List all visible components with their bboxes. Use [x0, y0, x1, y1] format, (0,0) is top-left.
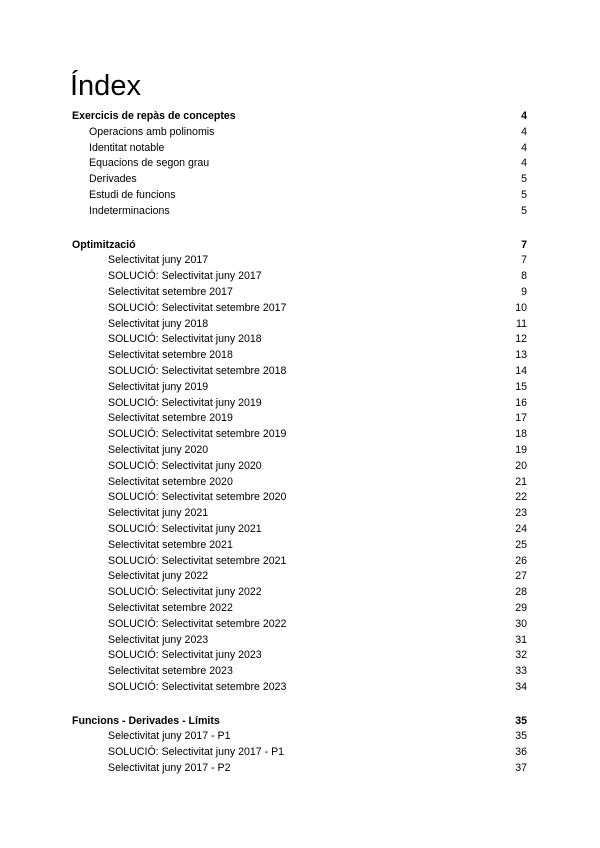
toc-entry[interactable] — [72, 396, 528, 412]
toc-entry[interactable] — [72, 601, 528, 617]
toc-entry-page-number: 27 — [515, 570, 527, 583]
toc-entry-page-number: 21 — [515, 475, 527, 488]
toc-entry-page-number: 9 — [521, 285, 527, 298]
toc-entry-page-number: 24 — [515, 522, 527, 535]
toc-entry-page-number: 4 — [521, 125, 527, 138]
toc-entry-label: SOLUCIÓ: Selectivitat juny 2017 - P1 — [108, 746, 285, 759]
toc-entry[interactable] — [72, 285, 528, 301]
toc-entry[interactable] — [72, 172, 528, 188]
toc-entry[interactable] — [72, 475, 528, 491]
toc-entry-page-number: 26 — [515, 554, 527, 567]
toc-entry-page-number: 5 — [521, 204, 527, 217]
toc-entry-label: SOLUCIÓ: Selectivitat juny 2018 — [108, 333, 262, 346]
toc-entry-label: Selectivitat juny 2019 — [108, 380, 209, 393]
toc-entry-label: SOLUCIÓ: Selectivitat juny 2022 — [108, 586, 262, 599]
toc-entry-page-number: 33 — [515, 665, 527, 678]
toc-entry[interactable] — [72, 253, 528, 269]
toc-entry-label: Selectivitat setembre 2020 — [108, 475, 233, 488]
toc-heading-page-number: 35 — [515, 714, 527, 727]
toc-entry[interactable] — [72, 554, 528, 570]
toc-entry-page-number: 19 — [515, 443, 527, 456]
toc-entry-page-number: 4 — [521, 141, 527, 154]
toc-entry-label: Selectivitat juny 2017 - P2 — [108, 762, 231, 775]
toc-entry-label: SOLUCIÓ: Selectivitat juny 2020 — [108, 459, 262, 472]
toc-entry-label: Derivades — [89, 173, 137, 186]
toc-entry-page-number: 23 — [515, 507, 527, 520]
toc-entry[interactable] — [72, 633, 528, 649]
toc-entry[interactable] — [72, 188, 528, 204]
toc-entry-label: SOLUCIÓ: Selectivitat setembre 2023 — [108, 680, 287, 693]
toc-entry-page-number: 4 — [521, 157, 527, 170]
toc-entry-label: Selectivitat juny 2022 — [108, 570, 209, 583]
toc-entry-label: Selectivitat setembre 2022 — [108, 601, 233, 614]
toc-entry-label: SOLUCIÓ: Selectivitat setembre 2017 — [108, 301, 287, 314]
toc-section — [72, 109, 528, 220]
toc-entry[interactable] — [72, 729, 528, 745]
toc-entry-label: SOLUCIÓ: Selectivitat setembre 2022 — [108, 617, 287, 630]
toc-entry[interactable] — [72, 585, 528, 601]
toc-entry-page-number: 20 — [515, 459, 527, 472]
toc-entry[interactable] — [72, 364, 528, 380]
toc-entry[interactable] — [72, 204, 528, 220]
toc-entry[interactable] — [72, 125, 528, 141]
toc-entry[interactable] — [72, 411, 528, 427]
toc-entry-page-number: 12 — [515, 333, 527, 346]
toc-entry-label: SOLUCIÓ: Selectivitat juny 2017 — [108, 270, 262, 283]
toc-entry-label: Selectivitat setembre 2018 — [108, 349, 233, 362]
toc-heading-label: Exercicis de repàs de conceptes — [72, 110, 236, 122]
toc-entry[interactable] — [72, 522, 528, 538]
toc-entry-label: Selectivitat setembre 2023 — [108, 665, 233, 678]
toc-entry-page-number: 32 — [515, 649, 527, 662]
toc-entry[interactable] — [72, 141, 528, 157]
toc-entry-page-number: 5 — [521, 173, 527, 186]
toc-section — [72, 238, 528, 696]
toc-entry[interactable] — [72, 648, 528, 664]
toc-entry[interactable] — [72, 745, 528, 761]
toc-entry-page-number: 17 — [515, 412, 527, 425]
toc-entry[interactable] — [72, 680, 528, 696]
toc-entry-page-number: 14 — [515, 364, 527, 377]
toc-entry[interactable] — [72, 427, 528, 443]
toc-entry-label: Selectivitat setembre 2019 — [108, 412, 233, 425]
toc-entry-label: Identitat notable — [89, 141, 165, 154]
toc-entry-page-number: 11 — [516, 317, 527, 330]
toc-entry-page-number: 37 — [515, 762, 527, 775]
toc-entry-page-number: 13 — [515, 349, 527, 362]
toc-entry-page-number: 5 — [521, 188, 527, 201]
toc-entry-page-number: 36 — [515, 746, 527, 759]
toc-entry-label: Selectivitat juny 2017 - P1 — [108, 730, 231, 743]
toc-entry-page-number: 16 — [515, 396, 527, 409]
toc-entry-label: Estudi de funcions — [89, 188, 176, 201]
toc-entry-label: Selectivitat juny 2021 — [108, 507, 209, 520]
toc-entry-page-number: 15 — [515, 380, 527, 393]
toc-entry[interactable] — [72, 317, 528, 333]
toc-heading-page-number: 7 — [521, 238, 527, 251]
toc-entry[interactable] — [72, 459, 528, 475]
toc-entry[interactable] — [72, 443, 528, 459]
toc-entry-page-number: 29 — [515, 601, 527, 614]
toc-entry[interactable] — [72, 617, 528, 633]
toc-entry-page-number: 10 — [515, 301, 527, 314]
toc-entry-label: SOLUCIÓ: Selectivitat setembre 2019 — [108, 428, 287, 441]
toc-heading-page-number: 4 — [521, 110, 527, 122]
toc-entry-page-number: 31 — [515, 633, 527, 646]
toc-entry-label: SOLUCIÓ: Selectivitat juny 2019 — [108, 396, 262, 409]
toc-entry[interactable] — [72, 538, 528, 554]
toc-entry-label: Equacions de segon grau — [89, 157, 210, 170]
toc-entry-page-number: 22 — [515, 491, 527, 504]
toc-section — [72, 714, 528, 777]
table-of-contents — [72, 109, 528, 795]
page-title: Índex — [70, 70, 141, 102]
toc-entry-label: Selectivitat juny 2020 — [108, 443, 209, 456]
toc-entry-page-number: 8 — [521, 270, 527, 283]
toc-entry[interactable] — [72, 301, 528, 317]
toc-entry-page-number: 7 — [521, 254, 527, 267]
toc-entry-label: Selectivitat setembre 2021 — [108, 538, 233, 551]
toc-entry-label: Operacions amb polinomis — [89, 125, 215, 138]
toc-entry-page-number: 28 — [515, 586, 527, 599]
toc-entry[interactable] — [72, 348, 528, 364]
toc-entry-label: SOLUCIÓ: Selectivitat juny 2021 — [108, 522, 262, 535]
toc-entry[interactable] — [72, 269, 528, 285]
toc-entry-page-number: 35 — [515, 730, 527, 743]
toc-entry[interactable] — [72, 156, 528, 172]
toc-entry[interactable] — [72, 664, 528, 680]
toc-entry[interactable] — [72, 569, 528, 585]
toc-entry[interactable] — [72, 761, 528, 777]
toc-entry-page-number: 18 — [515, 428, 527, 441]
toc-heading[interactable] — [72, 238, 528, 254]
toc-entry-label: SOLUCIÓ: Selectivitat juny 2023 — [108, 649, 262, 662]
toc-entry[interactable] — [72, 506, 528, 522]
toc-entry[interactable] — [72, 380, 528, 396]
toc-entry-page-number: 34 — [515, 680, 527, 693]
toc-entry[interactable] — [72, 332, 528, 348]
toc-entry-label: Selectivitat juny 2017 — [108, 254, 209, 267]
toc-entry-label: Selectivitat setembre 2017 — [108, 285, 233, 298]
toc-entry-label: SOLUCIÓ: Selectivitat setembre 2020 — [108, 491, 287, 504]
toc-heading[interactable] — [72, 109, 528, 125]
toc-heading-label: Funcions - Derivades - Límits — [72, 714, 220, 727]
toc-entry-label: Selectivitat juny 2023 — [108, 633, 209, 646]
toc-entry[interactable] — [72, 490, 528, 506]
toc-entry-page-number: 25 — [515, 538, 527, 551]
toc-heading[interactable] — [72, 714, 528, 730]
toc-entry-page-number: 30 — [515, 617, 527, 630]
toc-entry-label: SOLUCIÓ: Selectivitat setembre 2018 — [108, 364, 287, 377]
toc-entry-label: Selectivitat juny 2018 — [108, 317, 209, 330]
toc-entry-label: SOLUCIÓ: Selectivitat setembre 2021 — [108, 554, 287, 567]
toc-heading-label: Optimització — [72, 238, 136, 251]
toc-entry-label: Indeterminacions — [89, 204, 170, 217]
